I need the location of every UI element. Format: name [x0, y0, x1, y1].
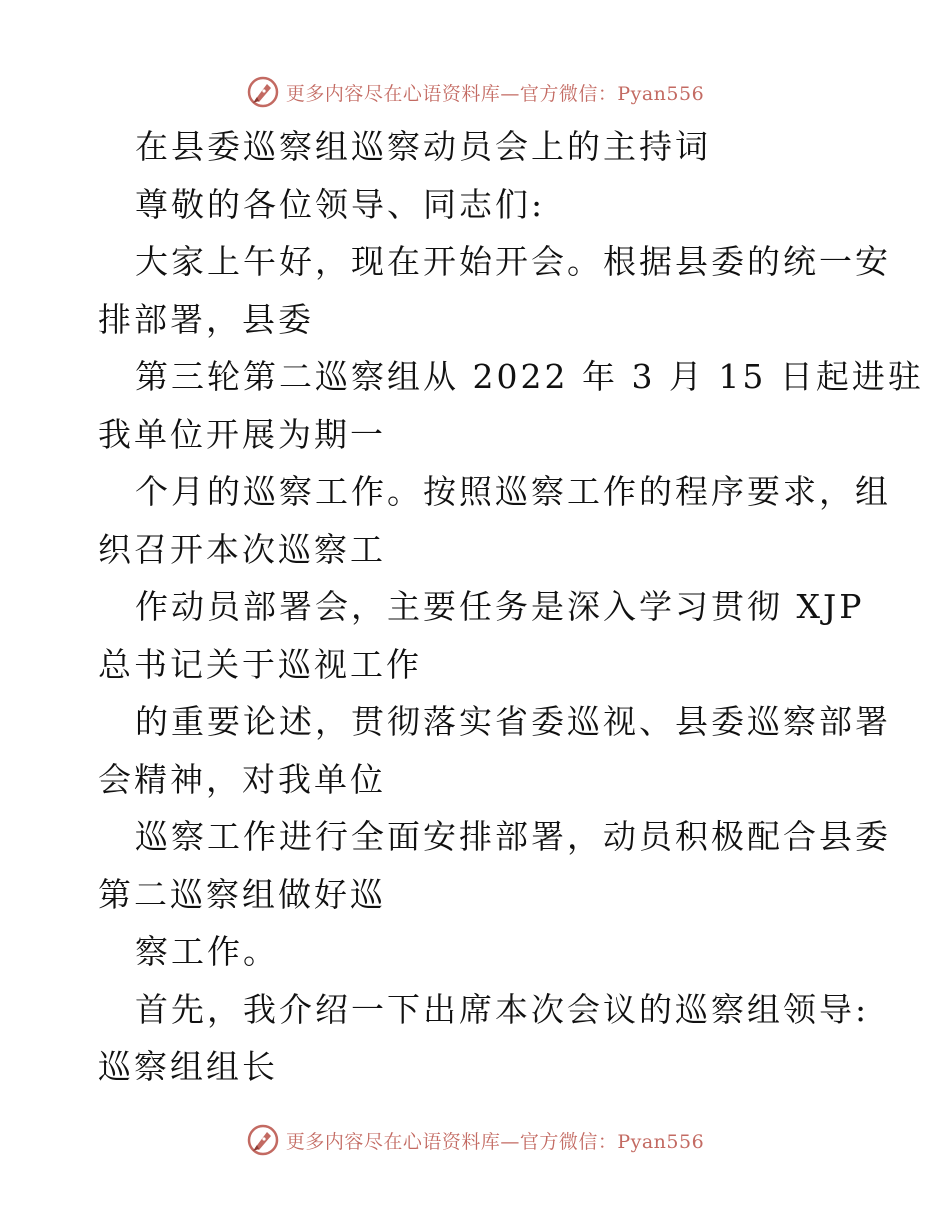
- watermark-text: 更多内容尽在心语资料库—官方微信：Pyan556: [285, 1130, 705, 1153]
- pen-nib-circle-icon: [246, 1123, 280, 1157]
- document-line: 我单位开展为期一: [98, 414, 386, 454]
- document-line: 第三轮第二巡察组从 2022 年 3 月 15 日起进驻: [135, 357, 924, 396]
- document-line: 巡察工作进行全面安排部署，动员积极配合县委: [135, 817, 891, 856]
- document-line: 在县委巡察组巡察动员会上的主持词: [135, 127, 711, 166]
- document-line: 尊敬的各位领导、同志们:: [135, 184, 546, 224]
- watermark-text: 更多内容尽在心语资料库—官方微信：Pyan556: [285, 82, 705, 105]
- document-line: 察工作。: [135, 932, 279, 971]
- footer-watermark: [0, 1120, 950, 1160]
- document-line: 织召开本次巡察工: [98, 529, 386, 569]
- document-line: 总书记关于巡视工作: [98, 644, 422, 684]
- document-line: 作动员部署会，主要任务是深入学习贯彻 XJP: [135, 587, 865, 626]
- document-line: 第二巡察组做好巡: [98, 874, 386, 914]
- document-line: 巡察组组长: [98, 1047, 278, 1086]
- document-line: 个月的巡察工作。按照巡察工作的程序要求，组: [135, 472, 891, 511]
- header-watermark: [0, 72, 950, 112]
- document-body: [98, 118, 924, 1096]
- document-line: 的重要论述，贯彻落实省委巡视、县委巡察部署: [135, 702, 891, 741]
- document-line: 排部署，县委: [98, 299, 314, 339]
- document-line: 首先，我介绍一下出席本次会议的巡察组领导:: [135, 989, 870, 1029]
- document-line: 会精神，对我单位: [98, 759, 386, 799]
- pen-nib-circle-icon: [246, 75, 280, 109]
- document-line: 大家上午好，现在开始开会。根据县委的统一安: [135, 242, 891, 281]
